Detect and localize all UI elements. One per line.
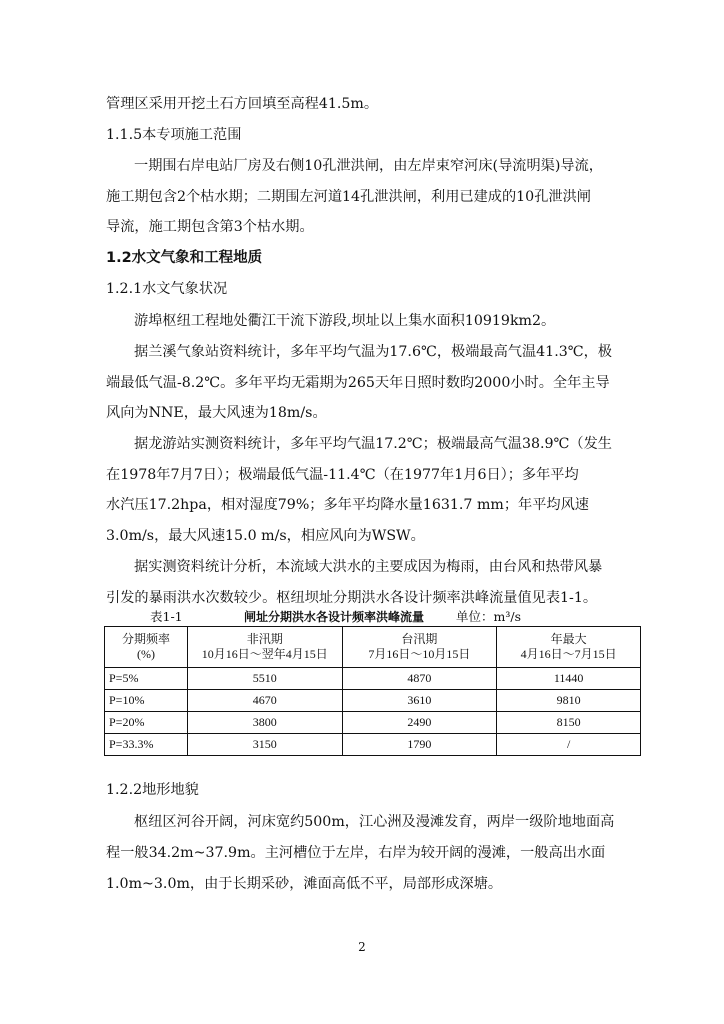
paragraph-line: 管理区采用开挖土石方回填至高程41.5m。 [106, 96, 379, 112]
flood-peak-table [104, 626, 641, 756]
table-header-cell [497, 627, 641, 668]
paragraph-line: 引发的暴雨洪水次数较少。枢纽坝址分期洪水各设计频率洪峰流量值见表1-1。 [106, 590, 598, 606]
paragraph-line: 端最低气温-8.2℃。多年平均无霜期为265天年日照时数昀2000小时。全年主导 [106, 375, 610, 391]
table-cell: 2490 [342, 712, 497, 734]
table-cell: 3150 [187, 734, 342, 756]
paragraph-line: 风向为NNE，最大风速为18m/s。 [106, 405, 327, 421]
header-subtitle: 7月16日～10月15日 [368, 647, 471, 661]
table-header-cell [342, 627, 497, 668]
table-cell: P=20% [105, 712, 188, 734]
header-title: 非汛期 [246, 632, 283, 646]
table-cell: P=33.3% [105, 734, 188, 756]
header-title: 年最大 [550, 632, 587, 646]
paragraph-line: 3.0m/s，最大风速15.0 m/s，相应风向为WSW。 [106, 528, 425, 544]
header-subtitle: (%) [136, 647, 155, 661]
table-cell: P=10% [105, 690, 188, 712]
table-header-cell [105, 627, 188, 668]
table-cell: 3800 [187, 712, 342, 734]
table-cell: 9810 [497, 690, 641, 712]
table-cell: 3610 [342, 690, 497, 712]
table-cell: 8150 [497, 712, 641, 734]
table-row [105, 734, 641, 756]
table-label: 表1-1 [150, 609, 183, 624]
page-number: 2 [358, 940, 366, 954]
paragraph-line: 导流，施工期包含第3个枯水期。 [106, 219, 314, 235]
paragraph-line: 据兰溪气象站资料统计，多年平均气温为17.6℃，极端最高气温41.3℃，极 [134, 344, 612, 360]
paragraph-line: 枢纽区河谷开阔，河床宽约500m，江心洲及漫滩发育，两岸一级阶地地面高 [134, 814, 615, 830]
subsection-heading-1-2-2: 1.2.2地形地貌 [106, 782, 199, 798]
paragraph-line: 施工期包含2个枯水期；二期围左河道14孔泄洪闸，利用已建成的10孔泄洪闸 [106, 189, 591, 205]
table-cell: 1790 [342, 734, 497, 756]
paragraph-line: 1.0m~3.0m，由于长期采砂，滩面高低不平，局部形成深塘。 [106, 876, 503, 892]
header-subtitle: 4月16日～7月15日 [520, 647, 617, 661]
subsection-heading-1-1-5: 1.1.5本专项施工范围 [106, 127, 242, 143]
table-title: 闸址分期洪水各设计频率洪峰流量 [244, 610, 425, 624]
table-cell: 5510 [187, 668, 342, 690]
table-header-row [105, 627, 641, 668]
table-row [105, 712, 641, 734]
paragraph-line: 程一般34.2m~37.9m。主河槽位于左岸，右岸为较开阔的漫滩，一般高出水面 [106, 845, 606, 861]
paragraph-line: 一期围右岸电站厂房及右侧10孔泄洪闸，由左岸束窄河床(导流明渠)导流， [134, 158, 603, 174]
table-cell: 4870 [342, 668, 497, 690]
header-title: 分期频率 [121, 632, 170, 646]
section-heading-1-2: 1.2水文气象和工程地质 [106, 250, 263, 266]
table-header-cell [187, 627, 342, 668]
paragraph-line: 游埠枢纽工程地处衢江干流下游段,坝址以上集水面积10919km2。 [134, 313, 556, 329]
header-title: 台汛期 [401, 632, 438, 646]
table-cell: / [497, 734, 641, 756]
table-row [105, 690, 641, 712]
paragraph-line: 在1978年7月7日）；极端最低气温-11.4℃（在1977年1月6日）；多年平均 [106, 467, 579, 483]
header-subtitle: 10月16日～翌年4月15日 [201, 647, 328, 661]
table-unit: 单位：m³/s [456, 609, 521, 624]
table-cell: 11440 [497, 668, 641, 690]
table-row [105, 668, 641, 690]
paragraph-line: 据龙游站实测资料统计，多年平均气温17.2℃；极端最高气温38.9℃（发生 [134, 436, 612, 452]
subsection-heading-1-2-1: 1.2.1水文气象状况 [106, 281, 228, 297]
table-cell: 4670 [187, 690, 342, 712]
paragraph-line: 水汽压17.2hpa，相对湿度79%；多年平均降水量1631.7 mm；年平均风速 [106, 497, 589, 513]
paragraph-line: 据实测资料统计分析，本流域大洪水的主要成因为梅雨，由台风和热带风暴 [134, 559, 603, 575]
table-cell: P=5% [105, 668, 188, 690]
